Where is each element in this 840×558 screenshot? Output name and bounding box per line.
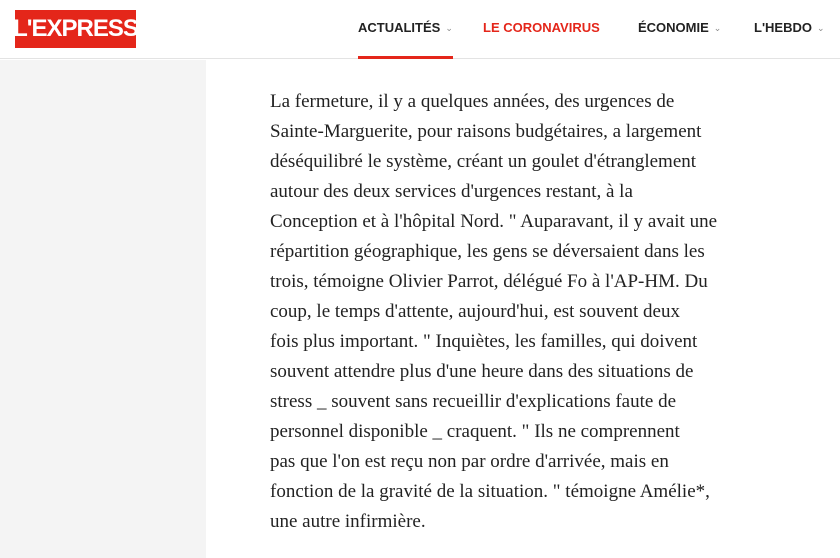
- nav-item-economie[interactable]: [638, 20, 721, 59]
- article-line: fois plus important. " Inquiètes, les familles, qui doivent: [270, 331, 698, 352]
- chevron-down-icon: ⌄: [445, 23, 453, 33]
- nav-item-label: ACTUALITÉS: [358, 20, 441, 35]
- article-line: stress _ souvent sans recueillir d'explications faute de: [270, 391, 677, 412]
- chevron-down-icon: ⌄: [713, 23, 722, 33]
- article-line: La fermeture, il y a quelques années, des urgences de: [270, 91, 675, 112]
- article-line: une autre infirmière.: [270, 511, 426, 532]
- article-line: personnel disponible _ craquent. " Ils ne comprennent: [270, 421, 680, 442]
- nav-item-actualites[interactable]: [358, 20, 453, 59]
- nav-item-coronavirus[interactable]: [483, 20, 600, 59]
- article-line: fonction de la gravité de la situation. " témoigne Amélie*,: [270, 481, 710, 502]
- site-header: [0, 0, 840, 59]
- chevron-down-icon: ⌄: [816, 23, 825, 33]
- left-sidebar-gutter: [0, 60, 206, 558]
- nav-item-label: L'HEBDO: [754, 20, 812, 35]
- nav-item-label: LE CORONAVIRUS: [483, 20, 600, 35]
- article-line: Conception et à l'hôpital Nord. " Auparavant, il y avait une: [270, 211, 718, 232]
- article-line: coup, le temps d'attente, aujourd'hui, est souvent deux: [270, 301, 680, 322]
- site-logo[interactable]: [15, 10, 136, 48]
- article-line: répartition géographique, les gens se déversaient dans les: [270, 241, 705, 262]
- article-paragraph: [270, 87, 798, 537]
- article-line: déséquilibré le système, créant un goulet d'étranglement: [270, 151, 697, 172]
- article-line: Sainte-Marguerite, pour raisons budgétaires, a largement: [270, 121, 702, 142]
- logo-text: L'EXPRESS: [13, 15, 138, 42]
- nav-item-hebdo[interactable]: [754, 20, 825, 59]
- nav-item-label: ÉCONOMIE: [638, 20, 709, 35]
- article-line: trois, témoigne Olivier Parrot, délégué Fo à l'AP-HM. Du: [270, 271, 708, 292]
- article-line: souvent attendre plus d'une heure dans des situations de: [270, 361, 694, 382]
- article-body: [270, 87, 798, 537]
- article-line: pas que l'on est reçu non par ordre d'arrivée, mais en: [270, 451, 669, 472]
- article-line: autour des deux services d'urgences restant, à la: [270, 181, 633, 202]
